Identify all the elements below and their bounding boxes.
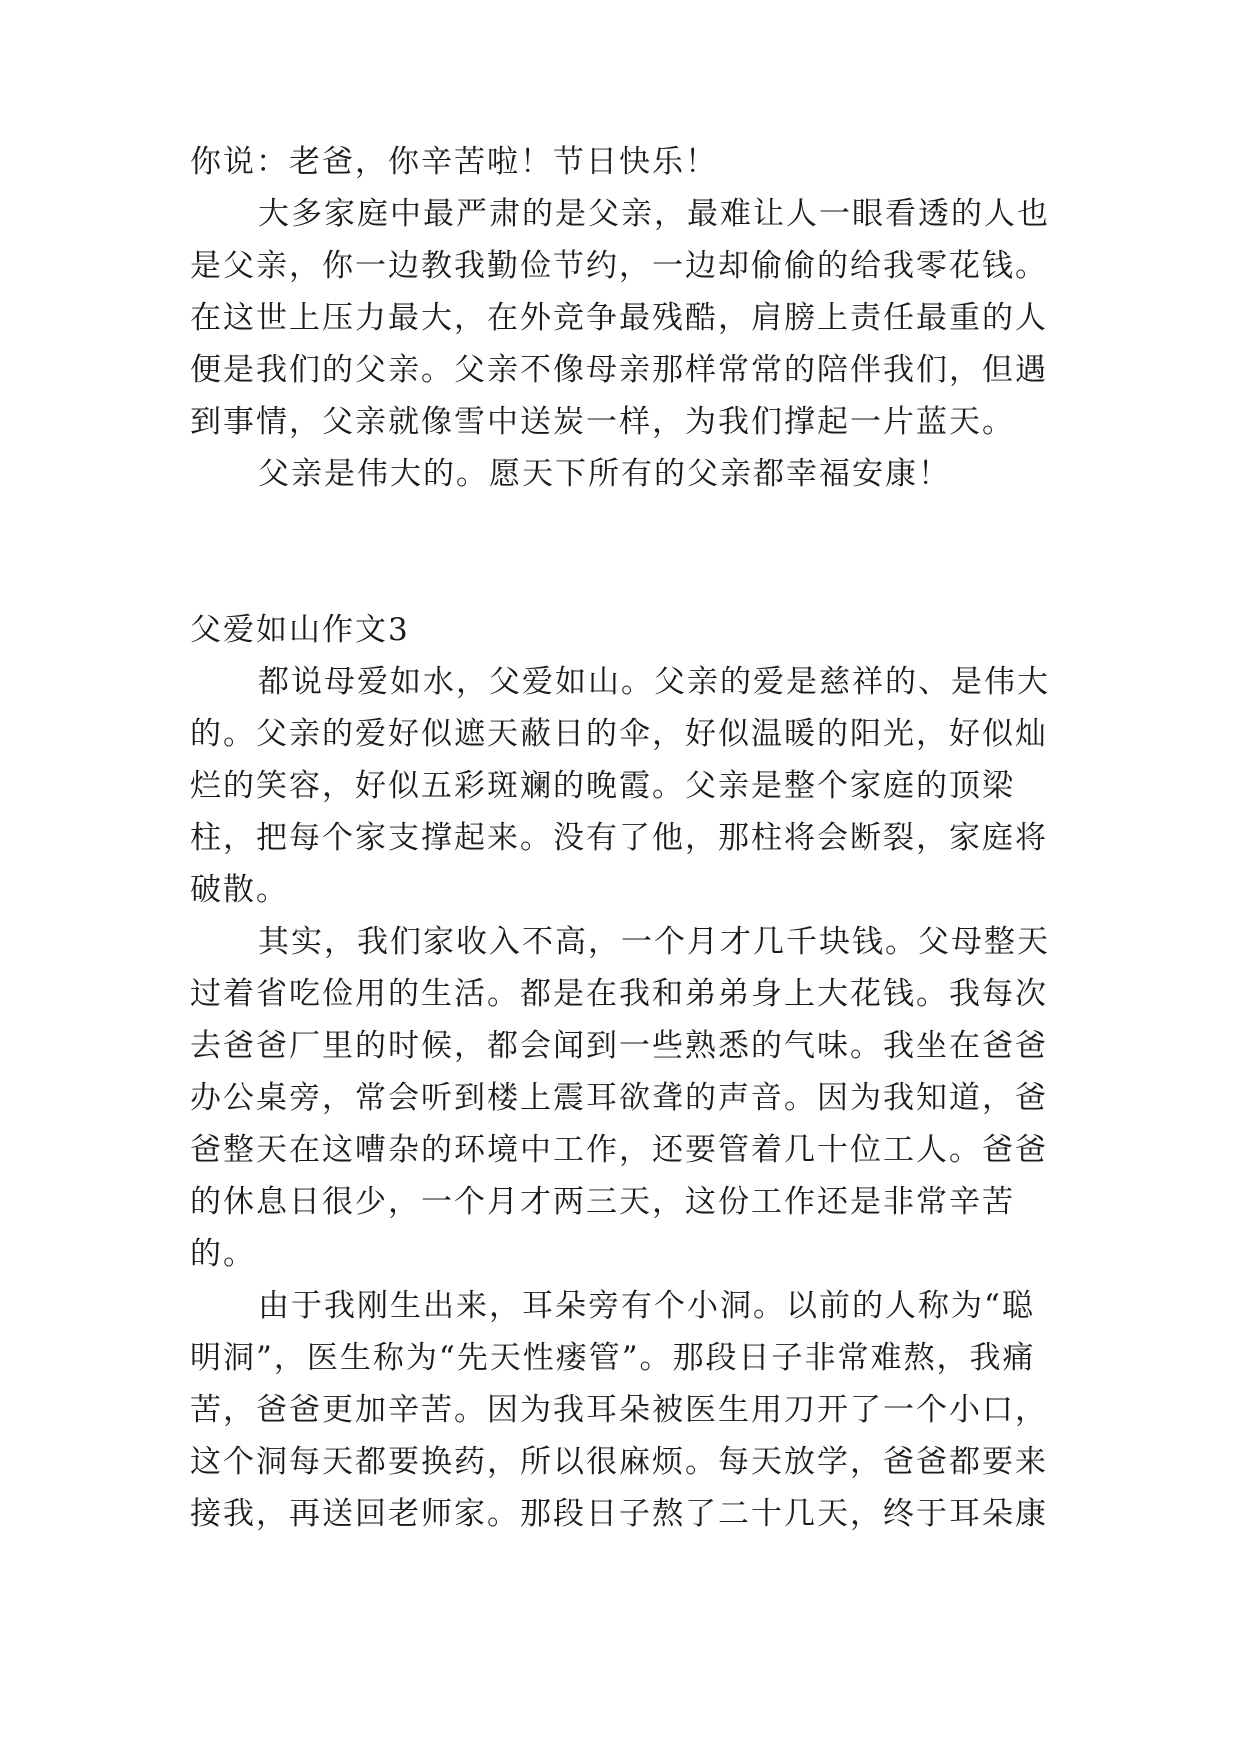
paragraph: 由于我刚生出来，耳朵旁有个小洞。以前的人称为“聪明洞”，医生称为“先天性瘘管”。那段日子非常难熬，我痛苦，爸爸更加辛苦。因为我耳朵被医生用刀开了一个小口，这个洞每天都要换药，所以很麻烦。每天放学，爸爸都要来接我，再送回老师家。那段日子熬了二十几天，终于耳朵康 — [190, 1288, 1048, 1532]
section-title: 父爱如山作文3 — [190, 612, 410, 648]
section-2 — [190, 604, 1060, 1540]
paragraph: 都说母爱如水，父爱如山。父亲的爱是慈祥的、是伟大的。父亲的爱好似遮天蔽日的伞，好似温暖的阳光，好似灿烂的笑容，好似五彩斑斓的晚霞。父亲是整个家庭的顶梁柱，把每个家支撑起来。没有了他，那柱将会断裂，家庭将破散。 — [190, 664, 1050, 908]
paragraph: 大多家庭中最严肃的是父亲，最难让人一眼看透的人也是父亲，你一边教我勤俭节约，一边却偷偷的给我零花钱。在这世上压力最大，在外竞争最残酷，肩膀上责任最重的人便是我们的父亲。父亲不像母亲那样常常的陪伴我们，但遇到事情，父亲就像雪中送炭一样，为我们撑起一片蓝天。 — [190, 196, 1050, 440]
paragraph: 其实，我们家收入不高，一个月才几千块钱。父母整天过着省吃俭用的生活。都是在我和弟弟身上大花钱。我每次去爸爸厂里的时候，都会闻到一些熟悉的气味。我坐在爸爸办公桌旁，常会听到楼上震耳欲聋的声音。因为我知道，爸爸整天在这嘈杂的环境中工作，还要管着几十位工人。爸爸的休息日很少，一个月才两三天，这份工作还是非常辛苦的。 — [190, 924, 1050, 1272]
paragraph: 父亲是伟大的。愿天下所有的父亲都幸福安康！ — [258, 456, 951, 492]
section-1 — [190, 136, 1060, 500]
lead-line: 你说：老爸，你辛苦啦！节日快乐！ — [190, 144, 718, 180]
